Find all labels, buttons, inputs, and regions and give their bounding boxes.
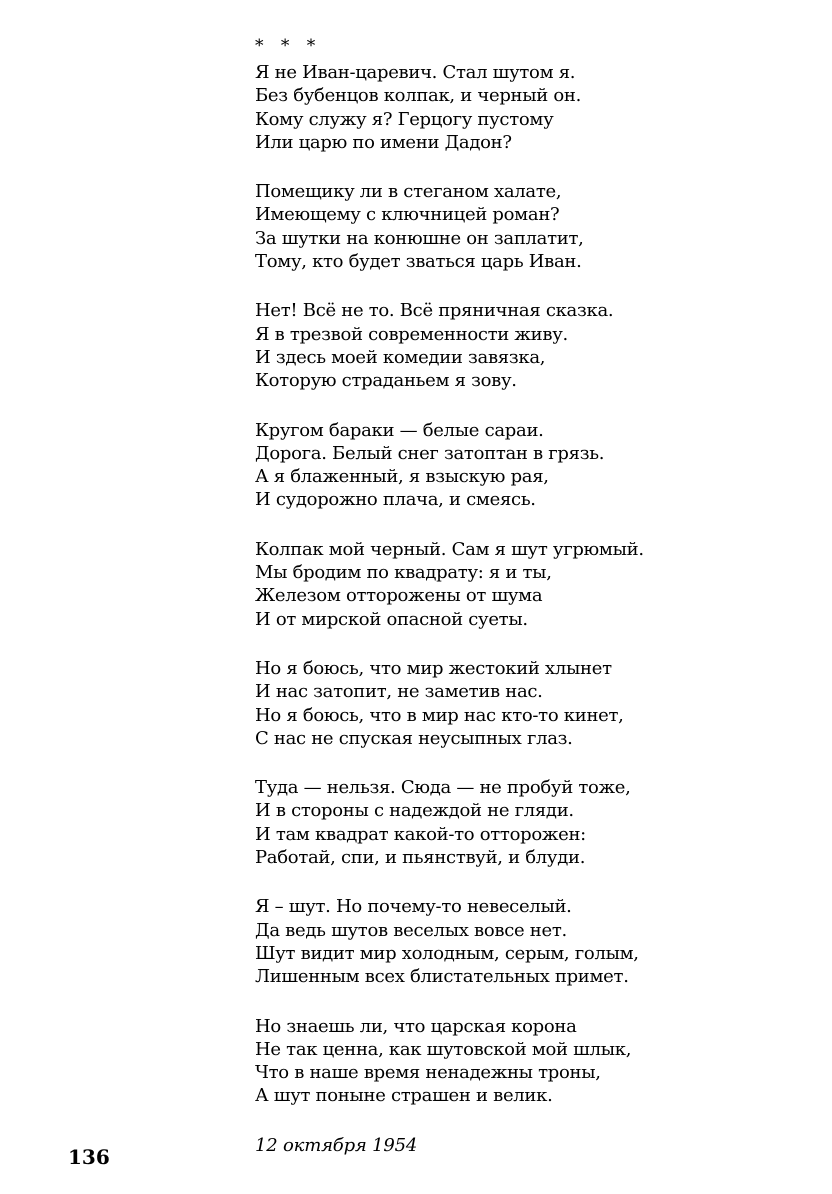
poem-line: Я не Иван-царевич. Стал шутом я. [255,62,576,83]
poem-line: Работай, спи, и пьянствуй, и блуди. [255,847,586,869]
stanza-4 [255,419,815,512]
poem-line: И судорожно плача, и смеясь. [255,489,536,511]
poem-line: Дорога. Белый снег затоптан в грязь. [255,442,605,464]
stanza-3 [255,299,815,392]
poem-line: Кругом бараки — белые сараи. [255,419,544,441]
poem-line: Да ведь шутов веселых вовсе нет. [255,919,567,941]
poem-line: Но я боюсь, что мир жестокий хлынет [255,657,612,679]
stanza-5 [255,538,815,631]
page-number: 136 [68,1145,110,1169]
poem-line: Я в трезвой современности живу. [255,323,568,345]
poem-line: Которую страданьем я зову. [255,370,517,392]
stanza-1 [255,61,815,154]
poem-line: Не так ценна, как шутовской мой шлык, [255,1038,632,1060]
poem-line: А шут поныне страшен и велик. [255,1085,553,1107]
poem-line: И там квадрат какой-то отторожен: [255,823,586,845]
stanza-2 [255,180,815,273]
poem-line: С нас не спуская неусыпных глаз. [255,727,573,749]
poem [255,34,815,1158]
stanza-9 [255,1015,815,1108]
poem-line: Тому, кто будет зваться царь Иван. [255,251,582,273]
poem-line: Туда — нельзя. Сюда — не пробуй тоже, [255,777,631,799]
poem-line: Железом отторожены от шума [255,585,543,607]
stanza-6 [255,657,815,750]
poem-line: Имеющему с ключницей роман? [255,204,560,226]
poem-line: За шутки на конюшне он заплатит, [255,227,584,249]
poem-line: И от мирской опасной суеты. [255,608,528,630]
poem-line: Нет! Всё не то. Всё пряничная сказка. [255,300,614,322]
poem-line: Или царю по имени Дадон? [255,131,512,153]
poem-line: И нас затопит, не заметив нас. [255,681,543,703]
stanza-8 [255,895,815,988]
poem-line: Что в наше время ненадежны троны, [255,1062,601,1084]
section-asterisks: * * * [255,36,322,56]
poem-line: Помещику ли в стеганом халате, [255,181,562,203]
poem-line: Но знаешь ли, что царская корона [255,1015,577,1037]
poem-line: Но я боюсь, что в мир нас кто-то кинет, [255,704,624,726]
poem-line: Шут видит мир холодным, серым, голым, [255,942,639,964]
poem-date: 12 октября 1954 [255,1134,418,1156]
poem-line: А я блаженный, я взыскую рая, [255,466,549,488]
stanza-7 [255,776,815,869]
poem-line: Кому служу я? Герцогу пустому [255,108,554,130]
poem-line: И в стороны с надеждой не гляди. [255,800,574,822]
poem-line: Я – шут. Но почему-то невеселый. [255,896,572,918]
poem-line: Колпак мой черный. Сам я шут угрюмый. [255,538,644,560]
poem-line: Без бубенцов колпак, и черный он. [255,85,582,107]
poem-line: Мы бродим по квадрату: я и ты, [255,562,552,584]
poem-line: Лишенным всех блистательных примет. [255,966,629,988]
poem-line: И здесь моей комедии завязка, [255,346,546,368]
